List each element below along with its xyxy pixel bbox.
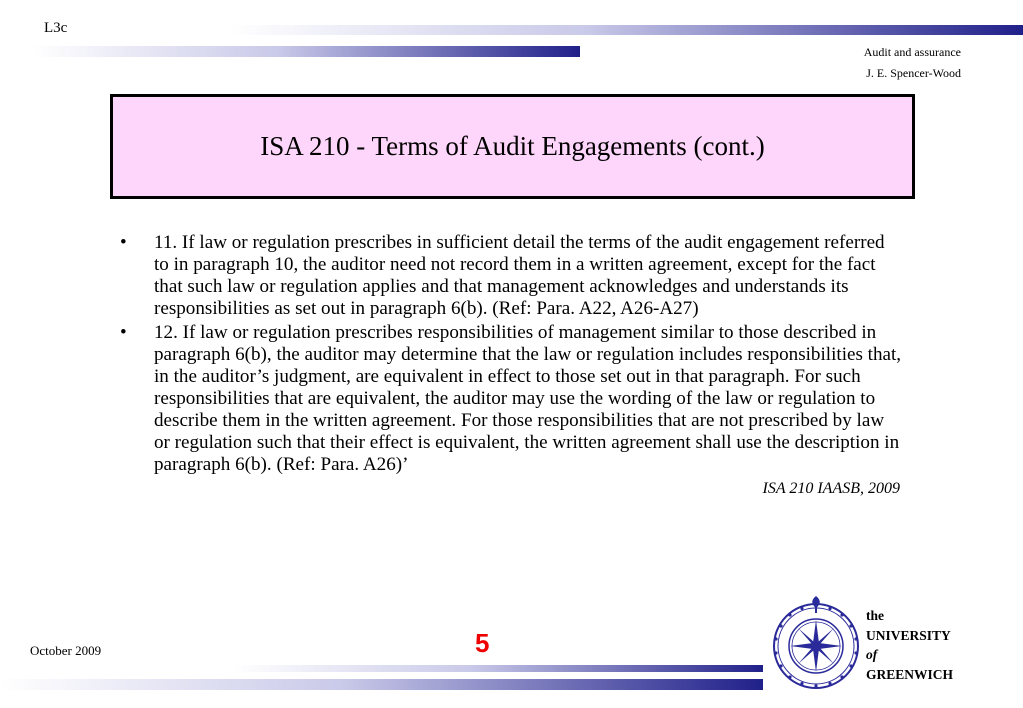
slide-content [120, 232, 902, 500]
university-name-line: GREENWICH [866, 666, 954, 682]
course-info [864, 42, 961, 84]
slide-id: L3c [44, 20, 68, 36]
bullet-text: 12. If law or regulation prescribes responsibilities of management similar to those described in paragraph 6(b), the auditor may determine that the law or regulation includes responsibilities that, in the auditor’s judgment, are equivalent in effect to those set out in that paragraph. For such responsibilities that are equivalent, the auditor may use the wording of the law or regulation to describe them in the written agreement. For those responsibilities that are not prescribed by law or regulation such that their effect is equivalent, the written agreement shall use the description in paragraph 6(b). (Ref: Para. A26)’ [154, 322, 902, 475]
university-seal-icon [770, 594, 862, 690]
university-name-line: the [866, 608, 884, 623]
author-name: J. E. Spencer-Wood [866, 66, 961, 80]
bullet-marker: • [120, 322, 127, 343]
slide-title: ISA 210 - Terms of Audit Engagements (cont.) [260, 131, 765, 161]
footer-date: October 2009 [30, 643, 102, 658]
page-number: 5 [475, 628, 490, 658]
bullet-item [120, 322, 902, 476]
header-band-secondary [32, 46, 580, 57]
slide-title-box [110, 94, 915, 199]
course-title: Audit and assurance [863, 45, 961, 59]
bullet-marker: • [120, 232, 127, 253]
source-citation: ISA 210 IAASB, 2009 [762, 480, 900, 497]
footer-band-top [233, 665, 763, 672]
university-name [866, 606, 953, 684]
bullet-text: 11. If law or regulation prescribes in sufficient detail the terms of the audit engagement referred to in paragraph 10, the auditor need not record them in a written agreement, except for the fact that such law or regulation applies and that management acknowledges and understands its responsibilities as set out in paragraph 6(b). (Ref: Para. A22, A26-A27) [154, 232, 885, 319]
university-name-line: of [866, 647, 878, 662]
bullet-item [120, 232, 902, 320]
university-name-line: UNIVERSITY [866, 627, 951, 643]
footer-band-bottom [0, 679, 763, 690]
header-band-top [230, 25, 1023, 35]
